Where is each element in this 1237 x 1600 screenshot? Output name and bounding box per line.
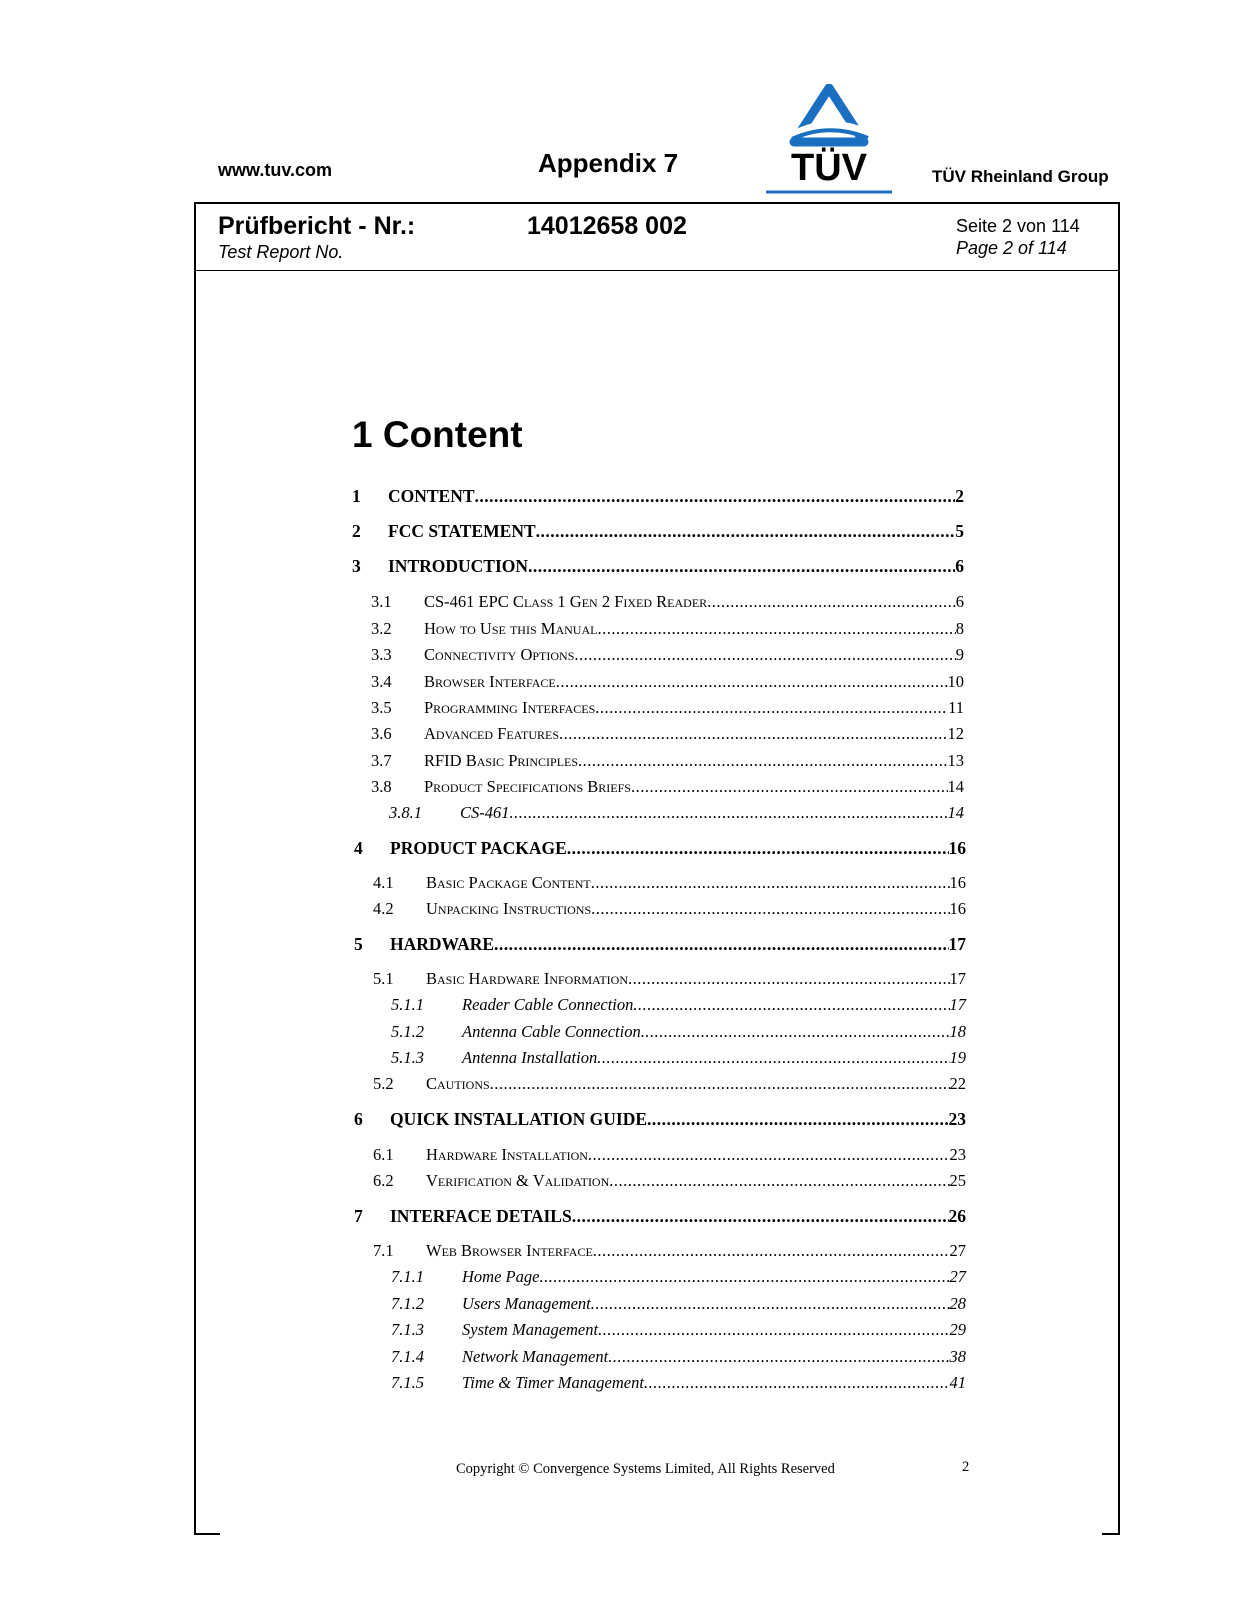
copyright-notice: Copyright © Convergence Systems Limited, All Rights Reserved (456, 1461, 835, 1477)
toc-entry-page: 29 (949, 1320, 966, 1339)
toc-entry-page: 27 (949, 1241, 966, 1260)
toc-entry-page: 17 (949, 969, 966, 988)
toc-entry[interactable] (373, 873, 966, 893)
toc-entry[interactable] (391, 1267, 966, 1287)
toc-entry-number: 3.8 (371, 777, 392, 796)
toc-entry-number: 4.2 (373, 899, 394, 918)
toc-leader-dots (578, 751, 947, 771)
toc-entry-page: 27 (949, 1267, 966, 1286)
report-label-de: Prüfbericht - Nr.: (218, 212, 416, 240)
toc-leader-dots (647, 1109, 948, 1130)
report-label-en: Test Report No. (218, 242, 344, 262)
frame-corner-right (1102, 1533, 1120, 1535)
toc-entry[interactable] (391, 995, 966, 1015)
frame-right-border (1118, 202, 1120, 1535)
toc-entry-number: 3.3 (371, 645, 392, 664)
toc-entry-number: 3.1 (371, 592, 392, 611)
toc-entry[interactable] (371, 724, 964, 744)
toc-entry[interactable] (352, 556, 964, 577)
toc-entry[interactable] (373, 899, 966, 919)
toc-leader-dots (572, 1206, 949, 1227)
toc-leader-dots (588, 1145, 950, 1165)
toc-entry-title: Network Management (462, 1347, 609, 1366)
toc-entry-number: 7.1.2 (391, 1294, 424, 1313)
page-indicator-de: Seite 2 von 114 (956, 216, 1080, 236)
toc-entry-title: Reader Cable Connection (462, 995, 634, 1014)
toc-leader-dots (631, 777, 948, 797)
toc-entry-title: Hardware Installation (426, 1145, 588, 1164)
toc-entry-title: Browser Interface (424, 672, 556, 691)
report-number: 14012658 002 (527, 212, 687, 240)
toc-leader-dots (559, 724, 947, 744)
toc-entry-number: 4 (354, 838, 363, 858)
toc-leader-dots (598, 1320, 949, 1340)
toc-entry-page: 11 (948, 698, 964, 717)
site-url: www.tuv.com (218, 160, 333, 180)
toc-entry-title: Cautions (426, 1074, 490, 1093)
toc-entry-number: 7.1.1 (391, 1267, 424, 1286)
toc-entry[interactable] (371, 645, 964, 665)
toc-entry-title: FCC STATEMENT (388, 521, 536, 541)
toc-entry-title: Unpacking Instructions (426, 899, 592, 918)
toc-entry[interactable] (371, 619, 964, 639)
toc-leader-dots (609, 1171, 949, 1191)
toc-entry-number: 7.1.3 (391, 1320, 424, 1339)
toc-entry-number: 7 (354, 1206, 363, 1226)
toc-entry-number: 6 (354, 1109, 363, 1129)
toc-entry[interactable] (373, 969, 966, 989)
toc-entry-page: 14 (947, 803, 964, 822)
toc-entry[interactable] (354, 934, 966, 955)
toc-leader-dots (707, 592, 956, 612)
toc-leader-dots (633, 995, 949, 1015)
toc-leader-dots (536, 521, 956, 542)
toc-entry-number: 3.6 (371, 724, 392, 743)
toc-leader-dots (597, 1048, 949, 1068)
toc-entry-number: 5.1.3 (391, 1048, 424, 1067)
toc-entry-number: 3.8.1 (389, 803, 422, 822)
toc-entry-title: CS-461 (460, 803, 510, 822)
toc-entry-page: 2 (955, 486, 964, 506)
footer-page-number: 2 (962, 1459, 970, 1475)
toc-entry-title: Home Page (462, 1267, 540, 1286)
toc-entry-page: 10 (947, 672, 964, 691)
toc-leader-dots (591, 899, 949, 919)
toc-entry-title: Verification & Validation (426, 1171, 610, 1190)
toc-entry-page: 6 (955, 556, 964, 576)
toc-leader-dots (528, 556, 955, 577)
toc-entry-title: CS-461 EPC Class 1 Gen 2 Fixed Reader (424, 592, 708, 611)
toc-entry-page: 26 (948, 1206, 966, 1226)
toc-entry-page: 23 (949, 1145, 966, 1164)
toc-entry-page: 13 (947, 751, 964, 770)
toc-entry-number: 7.1.5 (391, 1373, 424, 1392)
toc-entry-page: 14 (947, 777, 964, 796)
toc-entry-title: HARDWARE (390, 934, 495, 954)
toc-entry[interactable] (371, 698, 964, 718)
content-title: 1 Content (352, 414, 523, 455)
toc-leader-dots (494, 934, 948, 955)
toc-entry[interactable] (389, 803, 964, 823)
toc-entry-number: 5.2 (373, 1074, 394, 1093)
toc-entry-page: 16 (949, 899, 966, 918)
toc-entry-number: 7.1.4 (391, 1347, 424, 1366)
toc-entry-number: 3 (352, 556, 361, 576)
toc-entry-number: 7.1 (373, 1241, 394, 1260)
toc-entry-number: 3.5 (371, 698, 392, 717)
toc-leader-dots (574, 645, 955, 665)
toc-leader-dots (591, 873, 950, 893)
toc-entry-number: 2 (352, 521, 361, 541)
toc-entry[interactable] (371, 592, 964, 612)
toc-leader-dots (490, 1074, 950, 1094)
toc-entry-page: 16 (948, 838, 966, 858)
appendix-title: Appendix 7 (538, 148, 679, 178)
toc-entry-title: INTERFACE DETAILS (390, 1206, 572, 1226)
toc-entry-title: Basic Hardware Information (426, 969, 629, 988)
toc-entry[interactable] (373, 1145, 966, 1165)
frame-top-border (194, 202, 1120, 204)
toc-entry-number: 3.4 (371, 672, 392, 691)
toc-entry-page: 16 (949, 873, 966, 892)
toc-leader-dots (556, 672, 948, 692)
toc-entry-page: 23 (948, 1109, 966, 1129)
toc-entry-page: 25 (949, 1171, 966, 1190)
toc-entry-title: Time & Timer Management (462, 1373, 644, 1392)
toc-entry[interactable] (354, 1206, 966, 1227)
logo-text: TÜV (791, 147, 867, 189)
toc-entry-title: Connectivity Options (424, 645, 575, 664)
group-name: TÜV Rheinland Group (932, 167, 1109, 186)
toc-entry[interactable] (371, 777, 964, 797)
toc-entry-page: 9 (955, 645, 964, 664)
toc-entry[interactable] (371, 672, 964, 692)
toc-entry-page: 12 (947, 724, 964, 743)
toc-entry-page: 18 (949, 1022, 966, 1041)
toc-entry[interactable] (391, 1373, 966, 1393)
toc-entry[interactable] (373, 1074, 966, 1094)
toc-entry-number: 5 (354, 934, 363, 954)
toc-entry-title: Product Specifications Briefs (424, 777, 631, 796)
tuv-triangle-icon (766, 84, 892, 196)
toc-entry[interactable] (354, 838, 966, 859)
toc-entry-title: Users Management (462, 1294, 591, 1313)
toc-entry-title: Web Browser Interface (426, 1241, 593, 1260)
toc-entry-title: Antenna Cable Connection (462, 1022, 641, 1041)
toc-entry-title: System Management (462, 1320, 599, 1339)
toc-leader-dots (475, 486, 956, 507)
toc-leader-dots (510, 803, 948, 823)
toc-leader-dots (591, 1294, 950, 1314)
toc-entry-page: 38 (949, 1347, 966, 1366)
toc-leader-dots (539, 1267, 949, 1287)
toc-entry-page: 41 (949, 1373, 966, 1392)
toc-entry-page: 17 (949, 995, 966, 1014)
toc-entry[interactable] (391, 1048, 966, 1068)
toc-entry-title: Advanced Features (424, 724, 560, 743)
toc-leader-dots (595, 698, 948, 718)
toc-entry-number: 1 (352, 486, 361, 506)
toc-entry-page: 19 (949, 1048, 966, 1067)
toc-entry-number: 3.2 (371, 619, 392, 638)
frame-left-border (194, 202, 196, 1535)
toc-entry-title: Antenna Installation (462, 1048, 598, 1067)
toc-entry-page: 6 (955, 592, 964, 611)
toc-leader-dots (644, 1373, 950, 1393)
toc-entry-page: 8 (955, 619, 964, 638)
toc-entry[interactable] (371, 751, 964, 771)
toc-entry-number: 6.1 (373, 1145, 394, 1164)
toc-entry[interactable] (352, 486, 964, 507)
toc-leader-dots (597, 619, 955, 639)
toc-entry-title: INTRODUCTION (388, 556, 529, 576)
toc-entry-number: 5.1 (373, 969, 394, 988)
toc-entry-title: Basic Package Content (426, 873, 591, 892)
frame-separator (194, 270, 1120, 271)
toc-entry-number: 4.1 (373, 873, 394, 892)
toc-entry[interactable] (352, 521, 964, 542)
toc-entry-title: Programming Interfaces (424, 698, 596, 717)
tuv-logo (766, 84, 892, 196)
toc-entry[interactable] (373, 1241, 966, 1261)
toc-entry-title: RFID Basic Principles (424, 751, 579, 770)
toc-entry[interactable] (391, 1320, 966, 1340)
toc-entry-title: QUICK INSTALLATION GUIDE (390, 1109, 648, 1129)
frame-corner-left (194, 1533, 220, 1535)
toc-leader-dots (628, 969, 949, 989)
toc-entry-page: 28 (949, 1294, 966, 1313)
toc-entry-title: CONTENT (388, 486, 475, 506)
toc-entry[interactable] (354, 1109, 966, 1130)
toc-entry[interactable] (373, 1171, 966, 1191)
toc-entry-number: 3.7 (371, 751, 392, 770)
toc-entry-title: How to Use this Manual (424, 619, 598, 638)
page-indicator-en: Page 2 of 114 (956, 238, 1067, 258)
toc-entry-page: 17 (948, 934, 966, 954)
toc-entry-title: PRODUCT PACKAGE (390, 838, 567, 858)
toc-entry[interactable] (391, 1022, 966, 1042)
toc-leader-dots (641, 1022, 950, 1042)
toc-leader-dots (567, 838, 949, 859)
toc-leader-dots (593, 1241, 950, 1261)
toc-leader-dots (608, 1347, 949, 1367)
toc-entry[interactable] (391, 1294, 966, 1314)
toc-entry[interactable] (391, 1347, 966, 1367)
toc-entry-number: 5.1.1 (391, 995, 424, 1014)
toc-entry-number: 6.2 (373, 1171, 394, 1190)
toc-entry-number: 5.1.2 (391, 1022, 424, 1041)
toc-entry-page: 5 (955, 521, 964, 541)
toc-entry-page: 22 (949, 1074, 966, 1093)
